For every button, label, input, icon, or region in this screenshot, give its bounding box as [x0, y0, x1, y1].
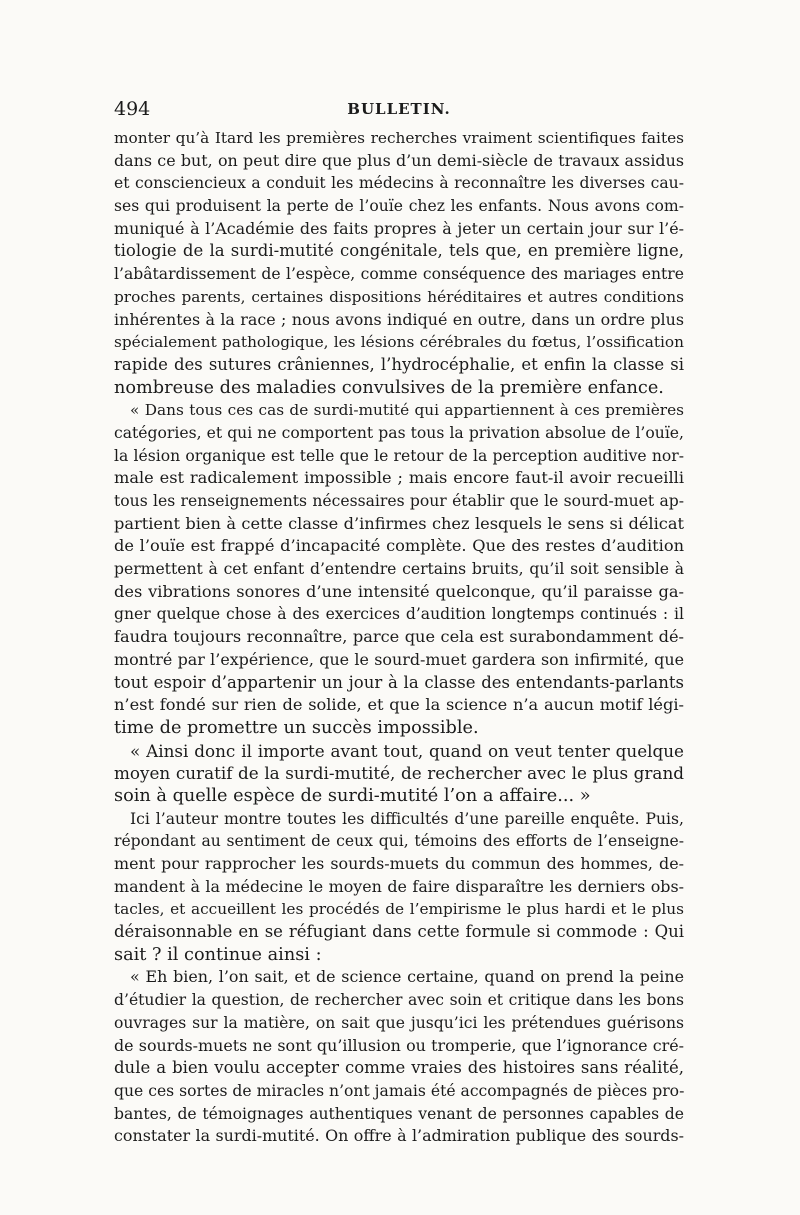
text-line: montré par l’expérience, que le sourd-muet gardera son infirmité, que	[114, 649, 684, 669]
text-line: d’étudier la question, de rechercher avec soin et critique dans les bons	[114, 991, 684, 1010]
text-line: et consciencieux a conduit les médecins à reconnaître les diverses cau-	[114, 174, 684, 193]
text-line: muniqué à l’Académie des faits propres à jeter un certain jour sur l’é-	[114, 218, 684, 238]
text-line: dans ce but, on peut dire que plus d’un demi-siècle de travaux assidus	[114, 150, 684, 170]
text-line: time de promettre un succès impossible.	[114, 717, 479, 738]
text-line: faudra toujours reconnaître, parce que cela est surabondamment dé-	[114, 627, 684, 647]
text-line: Ici l’auteur montre toutes les difficultés d’une pareille enquête. Puis,	[130, 809, 684, 828]
text-line: la lésion organique est telle que le retour de la perception auditive nor-	[114, 446, 684, 465]
text-line: tous les renseignements nécessaires pour établir que le sourd-muet ap-	[114, 492, 684, 510]
text-line: bantes, de témoignages authentiques venant de personnes capables de	[114, 1104, 684, 1123]
text-line: ouvrages sur la matière, on sait que jusqu’ici les prétendues guérisons	[114, 1013, 684, 1032]
text-line: partient bien à cette classe d’infirmes chez lesquels le sens si délicat	[114, 513, 684, 533]
text-line: de sourds-muets ne sont qu’illusion ou tromperie, que l’ignorance cré-	[114, 1035, 684, 1055]
text-line: constater la surdi-mutité. On offre à l’admiration publique des sourds-	[114, 1126, 684, 1146]
text-line: ses qui produisent la perte de l’ouïe chez les enfants. Nous avons com-	[114, 197, 684, 216]
text-line: l’abâtardissement de l’espèce, comme conséquence des mariages entre	[114, 265, 684, 284]
text-line: tiologie de la surdi-mutité congénitale, tels que, en première ligne,	[114, 241, 684, 261]
text-line: tacles, et accueillent les procédés de l’empirisme le plus hardi et le plus	[114, 900, 684, 919]
text-line: déraisonnable en se réfugiant dans cette formule si commode : Qui	[114, 922, 684, 942]
text-line: répondant au sentiment de ceux qui, témoins des efforts de l’enseigne-	[114, 832, 684, 851]
text-line: des vibrations sonores d’une intensité quelconque, qu’il paraisse ga-	[114, 581, 684, 601]
text-line: nombreuse des maladies convulsives de la première enfance.	[114, 377, 664, 398]
text-line: « Dans tous ces cas de surdi-mutité qui appartiennent à ces premières	[130, 401, 684, 420]
text-line: proches parents, certaines dispositions héréditaires et autres conditions	[114, 287, 684, 306]
body-text	[114, 127, 684, 1148]
page-number: 494	[114, 98, 151, 120]
text-line: spécialement pathologique, les lésions cérébrales du fœtus, l’ossification	[114, 333, 684, 352]
text-line: mandent à la médecine le moyen de faire disparaître les derniers obs-	[114, 876, 684, 896]
text-line: « Ainsi donc il importe avant tout, quand on veut tenter quelque	[130, 740, 684, 761]
text-line: soin à quelle espèce de surdi-mutité l’on a affaire... »	[114, 785, 591, 806]
text-line: de l’ouïe est frappé d’incapacité complète. Que des restes d’audition	[114, 536, 684, 556]
text-line: ment pour rapprocher les sourds-muets du commun des hommes, de-	[114, 854, 684, 873]
text-line: monter qu’à Itard les premières recherches vraiment scientifiques faites	[114, 129, 684, 147]
text-line: rapide des sutures crâniennes, l’hydrocéphalie, et enfin la classe si	[114, 354, 684, 374]
running-title: BULLETIN.	[347, 100, 451, 118]
text-line: que ces sortes de miracles n’ont jamais été accompagnés de pièces pro-	[114, 1081, 684, 1100]
text-line: gner quelque chose à des exercices d’audition longtemps continués : il	[114, 605, 684, 624]
text-line: « Eh bien, l’on sait, et de science certaine, quand on prend la peine	[130, 967, 684, 987]
text-line: tout espoir d’appartenir un jour à la classe des entendants-parlants	[114, 672, 684, 692]
text-line: moyen curatif de la surdi-mutité, de rechercher avec le plus grand	[114, 763, 684, 784]
text-line: n’est fondé sur rien de solide, et que la science n’a aucun motif légi-	[114, 695, 684, 715]
text-line: male est radicalement impossible ; mais encore faut-il avoir recueilli	[114, 468, 684, 488]
text-line: sait ? il continue ainsi :	[114, 944, 322, 965]
text-line: inhérentes à la race ; nous avons indiqué en outre, dans un ordre plus	[114, 309, 684, 329]
text-line: catégories, et qui ne comportent pas tous la privation absolue de l’ouïe,	[114, 423, 684, 442]
running-head	[114, 94, 684, 124]
text-line: dule a bien voulu accepter comme vraies des histoires sans réalité,	[114, 1058, 684, 1078]
text-line: permettent à cet enfant d’entendre certains bruits, qu’il soit sensible à	[114, 560, 684, 579]
